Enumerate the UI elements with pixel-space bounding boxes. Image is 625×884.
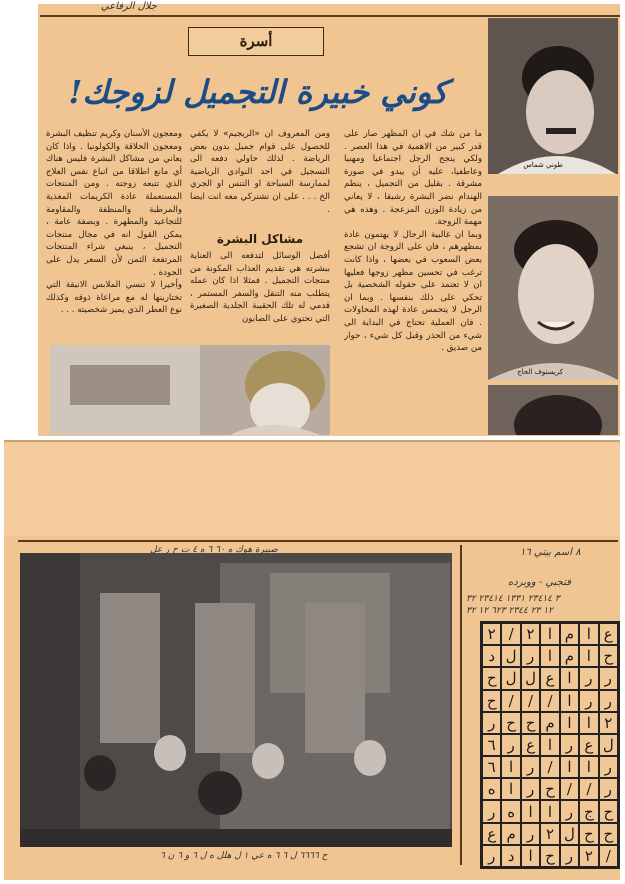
crossword-header: ٨ اسم بيتي ١٦ (520, 547, 581, 558)
section-label: أسرة (239, 32, 273, 50)
crossword-cell: ح (482, 690, 501, 712)
crossword-cell: ا (501, 756, 520, 778)
crossword-cell: ا (540, 623, 559, 645)
crossword-cell: ر (521, 645, 540, 667)
portrait-top (488, 18, 618, 174)
lower-top-rule (18, 540, 618, 542)
signature: جلال الرفاعي (100, 1, 157, 12)
top-rule (40, 15, 620, 17)
crossword-cell: ا (560, 756, 579, 778)
crossword-cell: ٢ (599, 712, 618, 734)
crossword-cell: ر (521, 756, 540, 778)
crossword-cell: ٦ (482, 756, 501, 778)
crossword-cell: ح (579, 823, 598, 845)
subhead-skin: مشاكل البشرة (216, 232, 304, 246)
crossword-cell: ٢ (540, 823, 559, 845)
crossword-cell: ا (501, 778, 520, 800)
group-photo (20, 553, 452, 847)
crossword-note-1: فتجبي - ووبرده (508, 577, 571, 588)
crossword-cell: ا (579, 645, 598, 667)
crossword-cell: ه (482, 778, 501, 800)
crossword-cell: ل (501, 645, 520, 667)
crossword-note-2: ٣ ٢٣٤١٤ ١٣٣١ ٢٣٤١٤ ٣٢ (466, 594, 560, 604)
lower-vertical-rule (460, 545, 462, 865)
crossword-cell: ا (560, 667, 579, 689)
crossword-cell: ا (521, 800, 540, 822)
portrait-bottom-partial (488, 385, 618, 435)
crossword-cell: / (599, 845, 618, 867)
section-box (188, 27, 324, 56)
crossword-cell: ع (482, 823, 501, 845)
crossword-cell: ا (540, 645, 559, 667)
crossword-cell: م (540, 712, 559, 734)
crossword-cell: م (560, 623, 579, 645)
fold-shadow (4, 440, 620, 442)
crossword-cell: ر (599, 778, 618, 800)
photo-caption-left: صبيرة هوك ه ٦٠ ٦ ه ٤ ت ح ر عل (150, 545, 278, 555)
crossword-cell: ج (579, 800, 598, 822)
crossword-cell: م (560, 645, 579, 667)
crossword-cell: ا (540, 734, 559, 756)
crossword-cell: / (501, 623, 520, 645)
crossword-cell: ر (560, 734, 579, 756)
crossword-cell: ع (579, 734, 598, 756)
crossword-cell: م (501, 823, 520, 845)
crossword-cell: ر (599, 690, 618, 712)
crossword-cell: ر (482, 712, 501, 734)
crossword-cell: ٢ (521, 623, 540, 645)
crossword-cell: / (579, 778, 598, 800)
article-col-right: ما من شك في ان المظهر صار على قدر كبير من الاهمية في هذا العصر . ولكي ينجح الرجل اجتماعيا ومهنيا وعاطفيا، عليه أن يبدو في صورة مشرقة . بقليل من التجميل ، ينظم الهندام نضر البشرة رشيقا ، لا يعاني من زيادة الوزن المزعجة . وهذه هي مهمة الزوجة. وبما ان غالبية الرجال لا يهتمون عادة بمظهرهم ، فان على الزوجة ان تشجع بعض السعوب في بعضها ، واذا كانت ترغب في تحسين مظهر زوجها فعليها ان لا تعتمد على حقوله الشخصية بل تحكي على ذلك بنفسها . وبما ان الرجل لا يتحمس عادة لهذه المحاولات . فان العملية تحتاج في البداية الى شيء من الحذر وقبل كل شيء ، حوار من صديق . (344, 129, 482, 354)
crossword-cell: / (540, 690, 559, 712)
crossword-cell: ر (560, 845, 579, 867)
crossword-cell: ح (482, 667, 501, 689)
crossword-cell: ر (521, 778, 540, 800)
crossword-cell: / (540, 756, 559, 778)
article-col-middle-2: أفضل الوسائل لتدفعه الى العناية ببشرته هي تقديم العذاب المكونة من منتجات التجميل . فمثلا اذا كان عمله يتطلب منه التنقل والسفر المستمر ، قدمي له تلك الحقيبة الجلدية الصغيرة التي تحتوي على الصابون (190, 251, 330, 324)
crossword-cell: ح (599, 800, 618, 822)
crossword-cell: ٢ (482, 623, 501, 645)
crossword-cell: ه (501, 800, 520, 822)
crossword-cell: ا (579, 756, 598, 778)
crossword-cell: ر (599, 756, 618, 778)
article-col-middle: ومن المعروف ان «الريجيم» لا يكفي للحصول على قوام جميل بدون بعض الرياضة . لذلك حاولي دفعه الى التسجيل في احد النوادي الرياضية لممارسة السباحة او التنس او الجري الخ . . . على ان تشتركي معه انت ايضا . (190, 129, 330, 215)
crossword-cell: / (560, 778, 579, 800)
caption-portrait-middle: كريستوف الحاج (517, 368, 563, 376)
crossword-cell: ا (540, 800, 559, 822)
headline: كوني خبيرة التجميل لزوجك! (68, 73, 448, 111)
woman-photo (50, 345, 330, 435)
crossword-cell: ر (482, 845, 501, 867)
crossword-cell: ر (599, 667, 618, 689)
crossword-cell: ا (560, 712, 579, 734)
portrait-middle (488, 196, 618, 380)
crossword-cell: ح (540, 778, 559, 800)
crossword-cell: ر (579, 690, 598, 712)
crossword-cell: ح (540, 845, 559, 867)
crossword-cell: ل (521, 667, 540, 689)
photo-caption-bottom: ح ٦٦٦٦ ل ٦ ٦ ه عي ١ ل هلل ه ل ٦ و ٦ ن ٦ (160, 851, 328, 861)
crossword-cell: ع (599, 623, 618, 645)
crossword-cell: ر (579, 667, 598, 689)
article-col-left: ومعجون الأسنان وكريم تنظيف البشرة ومعجون الحلاقة والكولونيا . واذا كان يعاني من مشاكل البشرة فليس هناك أي مانع اطلاقا من اتباع نفس العلاج الذي تتبعه زوجته . ومن المنتجات المستعملة عادة الكريمات المغذية والمرطبة والمنظفة والمقاومة للتجاعيد والمطهرة . وبصفة عامة ، يمكن القول انه في مجال منتجات التجميل ، ينبغي شراء المنتجات المرتفعة الثمن لأن السعر يدل على الجودة . وأخيرا لا تنسي الملابس الانيقة التي تختارينها له مع مراعاة ذوقه وكذلك نوع العطر الذي يميز شخصيته . . . (46, 129, 182, 316)
crossword-cell: ل (560, 823, 579, 845)
crossword-cell: / (521, 690, 540, 712)
crossword-cell: ح (521, 712, 540, 734)
crossword-note-3: ١٢ ٢٣ ٢٣٤٤ ٦٢٣ ١٢ ٣٢ (466, 606, 553, 616)
fold-strip (4, 440, 620, 536)
crossword-grid (480, 621, 620, 869)
crossword-cell: د (501, 845, 520, 867)
crossword-cell: ا (560, 690, 579, 712)
crossword-cell: ع (540, 667, 559, 689)
crossword-cell: ر (521, 823, 540, 845)
crossword-cell: ٦ (482, 734, 501, 756)
crossword-cell: ل (599, 734, 618, 756)
crossword-cell: ح (599, 645, 618, 667)
crossword-cell: ا (579, 623, 598, 645)
crossword-cell: ح (501, 712, 520, 734)
crossword-cell: ا (521, 845, 540, 867)
crossword-cell: ٢ (579, 845, 598, 867)
crossword-cell: ح (599, 823, 618, 845)
caption-portrait-top: طوني شماس (523, 161, 563, 169)
crossword-cell: ا (579, 712, 598, 734)
crossword-cell: ر (501, 734, 520, 756)
crossword-cell: ر (482, 800, 501, 822)
crossword-cell: / (501, 690, 520, 712)
crossword-cell: د (482, 645, 501, 667)
crossword-cell: ل (501, 667, 520, 689)
crossword-cell: ع (521, 734, 540, 756)
crossword-cell: ر (560, 800, 579, 822)
